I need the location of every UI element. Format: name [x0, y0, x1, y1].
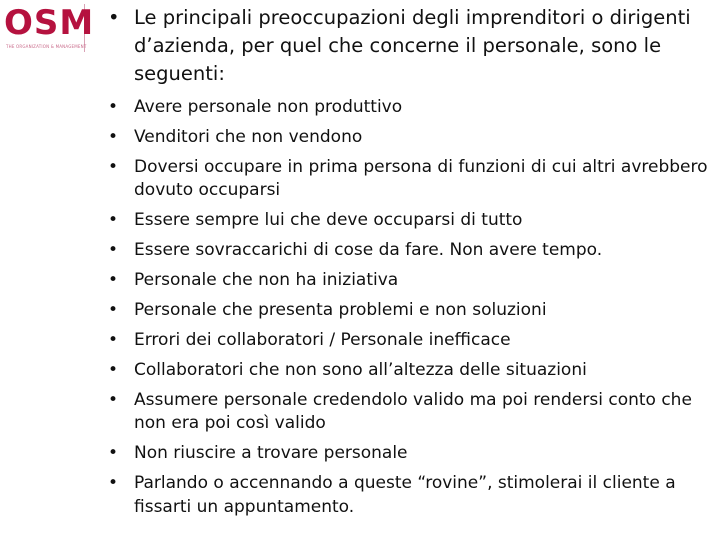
list-item-text: Essere sovraccarichi di cose da fare. Non avere tempo. [134, 240, 603, 261]
list-item-text: Non riuscire a trovare personale [134, 443, 408, 464]
osm-logo [2, 3, 95, 52]
list-item-text: Collaboratori che non sono all’altezza delle situazioni [134, 360, 587, 381]
list-item-text: Essere sempre lui che deve occuparsi di tutto [134, 210, 523, 231]
logo-wordmark: OSM [4, 3, 95, 43]
bullet-icon: • [108, 157, 119, 177]
list-item-text: Doversi occupare in prima persona di funzioni di cui altri avrebbero dovuto occuparsi [134, 157, 708, 201]
bullet-icon: • [108, 270, 119, 291]
bullet-icon: • [108, 473, 119, 494]
bullet-icon: • [108, 6, 120, 29]
list-item [108, 389, 708, 435]
bullet-icon: • [108, 443, 119, 464]
list-item-text: Assumere personale credendolo valido ma poi rendersi conto che non era poi così valido [134, 390, 692, 434]
list-item-text: Personale che non ha iniziativa [134, 270, 399, 291]
bullet-icon: • [108, 240, 119, 261]
list-item [108, 209, 708, 232]
list-item-text: Avere personale non produttivo [134, 97, 403, 117]
list-item [108, 96, 708, 119]
list-item [108, 299, 708, 322]
slide-body [108, 4, 708, 526]
list-item-text: Errori dei collaboratori / Personale inefficace [134, 330, 511, 351]
bullet-icon: • [108, 360, 119, 381]
list-item [108, 329, 708, 352]
logo-tagline: THE ORGANIZATION & MANAGEMENT [6, 44, 87, 49]
bullet-icon: • [108, 330, 119, 351]
bullet-icon: • [108, 300, 119, 321]
concerns-list [108, 96, 708, 519]
list-item [108, 269, 708, 292]
intro-text: Le principali preoccupazioni degli imprenditori o dirigenti d’azienda, per quel che concerne il personale, sono le seguenti: [134, 6, 691, 85]
list-item [108, 126, 708, 149]
list-item-text: Personale che presenta problemi e non soluzioni [134, 300, 547, 321]
list-item [108, 472, 708, 518]
intro-paragraph [108, 4, 708, 88]
list-item-text: Parlando o accennando a queste “rovine”, stimolerai il cliente a fissarti un appuntamento. [134, 473, 676, 517]
bullet-icon: • [108, 127, 119, 147]
bullet-icon: • [108, 97, 119, 117]
list-item [108, 442, 708, 465]
bullet-icon: • [108, 210, 119, 231]
bullet-icon: • [108, 390, 119, 411]
list-item-text: Venditori che non vendono [134, 127, 363, 147]
list-item [108, 359, 708, 382]
list-item [108, 239, 708, 262]
list-item [108, 156, 708, 202]
